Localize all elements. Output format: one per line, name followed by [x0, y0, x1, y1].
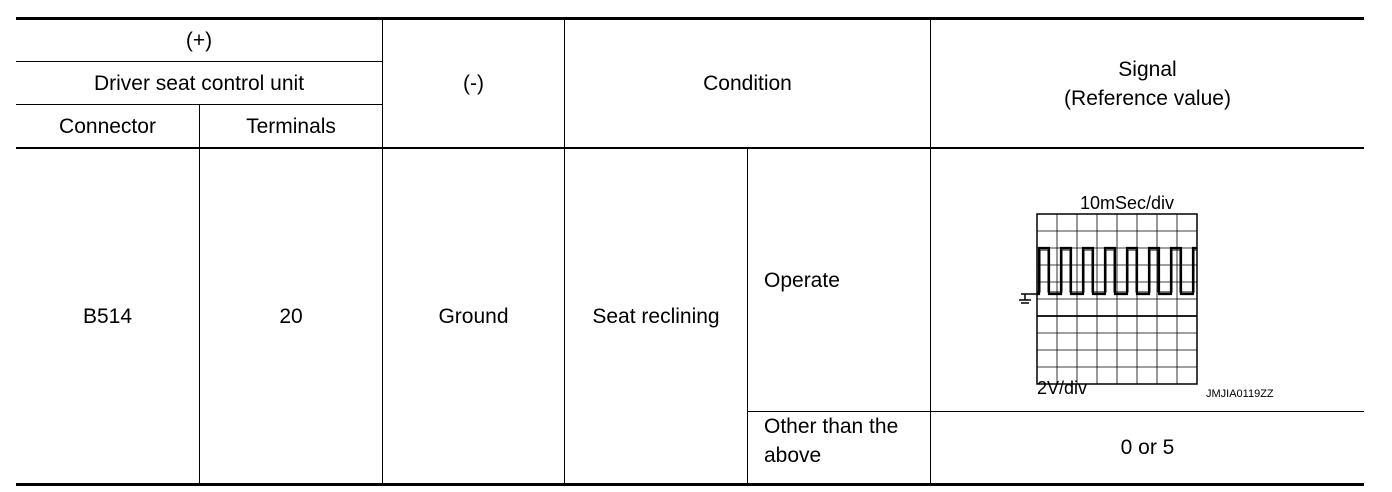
header-minus: (-) [463, 72, 484, 95]
scope-volt-div-label: 2V/div [1037, 378, 1088, 398]
oscilloscope-waveform-figure [1015, 188, 1305, 403]
table-bottom-border [16, 483, 1364, 486]
condition-other [748, 412, 930, 483]
condition-other-line1: Other than the [764, 415, 899, 438]
condition-other-line2: above [764, 444, 822, 467]
condition-value: Seat reclining [592, 304, 720, 328]
header-signal-subtitle: (Reference value) [1064, 86, 1231, 110]
header-condition: Condition [703, 72, 792, 95]
header-terminals: Terminals [246, 114, 336, 138]
header-signal-title: Signal [1118, 57, 1177, 81]
header-connector: Connector [59, 114, 156, 138]
signal-value-other: 0 or 5 [1120, 436, 1175, 459]
terminal-value: 20 [279, 304, 303, 328]
scope-figure-id: JMJIA0119ZZ [1206, 388, 1274, 400]
header-unit: Driver seat control unit [93, 71, 305, 95]
header-plus: (+) [185, 29, 213, 52]
scope-grid-lines [1037, 214, 1197, 384]
ground-value: Ground [438, 304, 509, 328]
connector-value: B514 [82, 304, 133, 328]
ground-symbol-icon [1019, 294, 1037, 303]
condition-operate: Operate [764, 268, 840, 292]
header-signal [931, 20, 1364, 147]
scope-time-div-label: 10mSec/div [1080, 193, 1175, 213]
